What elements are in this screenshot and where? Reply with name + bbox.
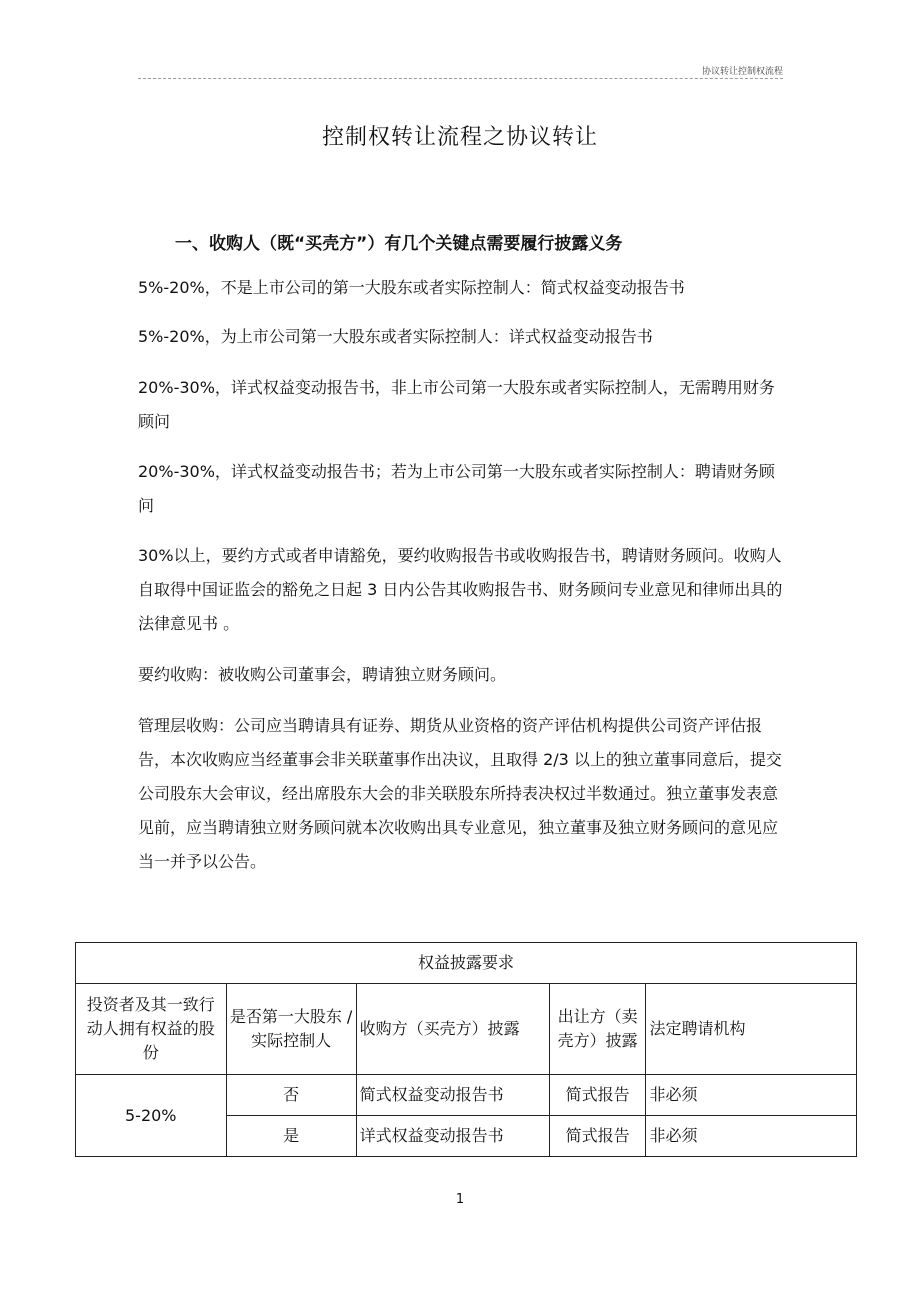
header-is-first: 是否第一大股东 /实际控制人 (226, 984, 356, 1075)
paragraph-30-above: 30%以上，要约方式或者申请豁免，要约收购报告书或收购报告书，聘请财务顾问。收购人自取得中国证监会的豁免之日起 3 日内公告其收购报告书、财务顾问专业意见和律师出具的法律意见书 。 (138, 546, 783, 633)
paragraph-5-20-first: 5%-20%，为上市公司第一大股东或者实际控制人：详式权益变动报告书 (138, 327, 653, 346)
header-divider (138, 78, 783, 79)
cell-buyer-disclosure: 详式权益变动报告书 (356, 1116, 549, 1157)
paragraph-management-buyout: 管理层收购：公司应当聘请具有证券、期货从业资格的资产评估机构提供公司资产评估报告，本次收购应当经董事会非关联董事作出决议，且取得 2/3 以上的独立董事同意后，提交公司股东大会审议，经出席股东大会的非关联股东所持表决权过半数通过。独立董事发表意见前，应当聘请独立财务顾问就本次收购出具专业意见，独立董事及独立财务顾问的意见应当一并予以公告。 (138, 716, 782, 871)
cell-holding-range: 5-20% (76, 1075, 227, 1157)
table-title: 权益披露要求 (76, 943, 857, 984)
header-seller-disclosure: 出让方（卖壳方）披露 (549, 984, 646, 1075)
header-holding: 投资者及其一致行动人拥有权益的股份 (76, 984, 227, 1075)
paragraph-20-30-not-first: 20%-30%，详式权益变动报告书，非上市公司第一大股东或者实际控制人，无需聘用财务顾问 (138, 378, 775, 431)
paragraph-5-20-not-first: 5%-20%，不是上市公司的第一大股东或者实际控制人：简式权益变动报告书 (138, 278, 685, 297)
cell-legal-agency: 非必须 (646, 1075, 857, 1116)
cell-is-first: 是 (226, 1116, 356, 1157)
cell-seller-disclosure: 简式报告 (549, 1116, 646, 1157)
section-heading: 一、收购人（既“买壳方”）有几个关键点需要履行披露义务 (175, 234, 623, 254)
header-buyer-disclosure: 收购方（买壳方）披露 (356, 984, 549, 1075)
running-header: 协议转让控制权流程 (701, 67, 783, 77)
table-title-row (76, 943, 857, 984)
document-title: 控制权转让流程之协议转让 (321, 125, 598, 150)
cell-seller-disclosure: 简式报告 (549, 1075, 646, 1116)
header-legal-agency: 法定聘请机构 (646, 984, 857, 1075)
paragraph-tender-offer: 要约收购：被收购公司董事会，聘请独立财务顾问。 (138, 665, 507, 684)
disclosure-table (75, 942, 857, 1157)
paragraph-20-30-first: 20%-30%，详式权益变动报告书；若为上市公司第一大股东或者实际控制人：聘请财务顾问 (138, 462, 775, 515)
cell-buyer-disclosure: 简式权益变动报告书 (356, 1075, 549, 1116)
table-header-row (76, 984, 857, 1075)
cell-is-first: 否 (226, 1075, 356, 1116)
table-row (76, 1075, 857, 1116)
cell-legal-agency: 非必须 (646, 1116, 857, 1157)
page-number: 1 (455, 1192, 465, 1207)
